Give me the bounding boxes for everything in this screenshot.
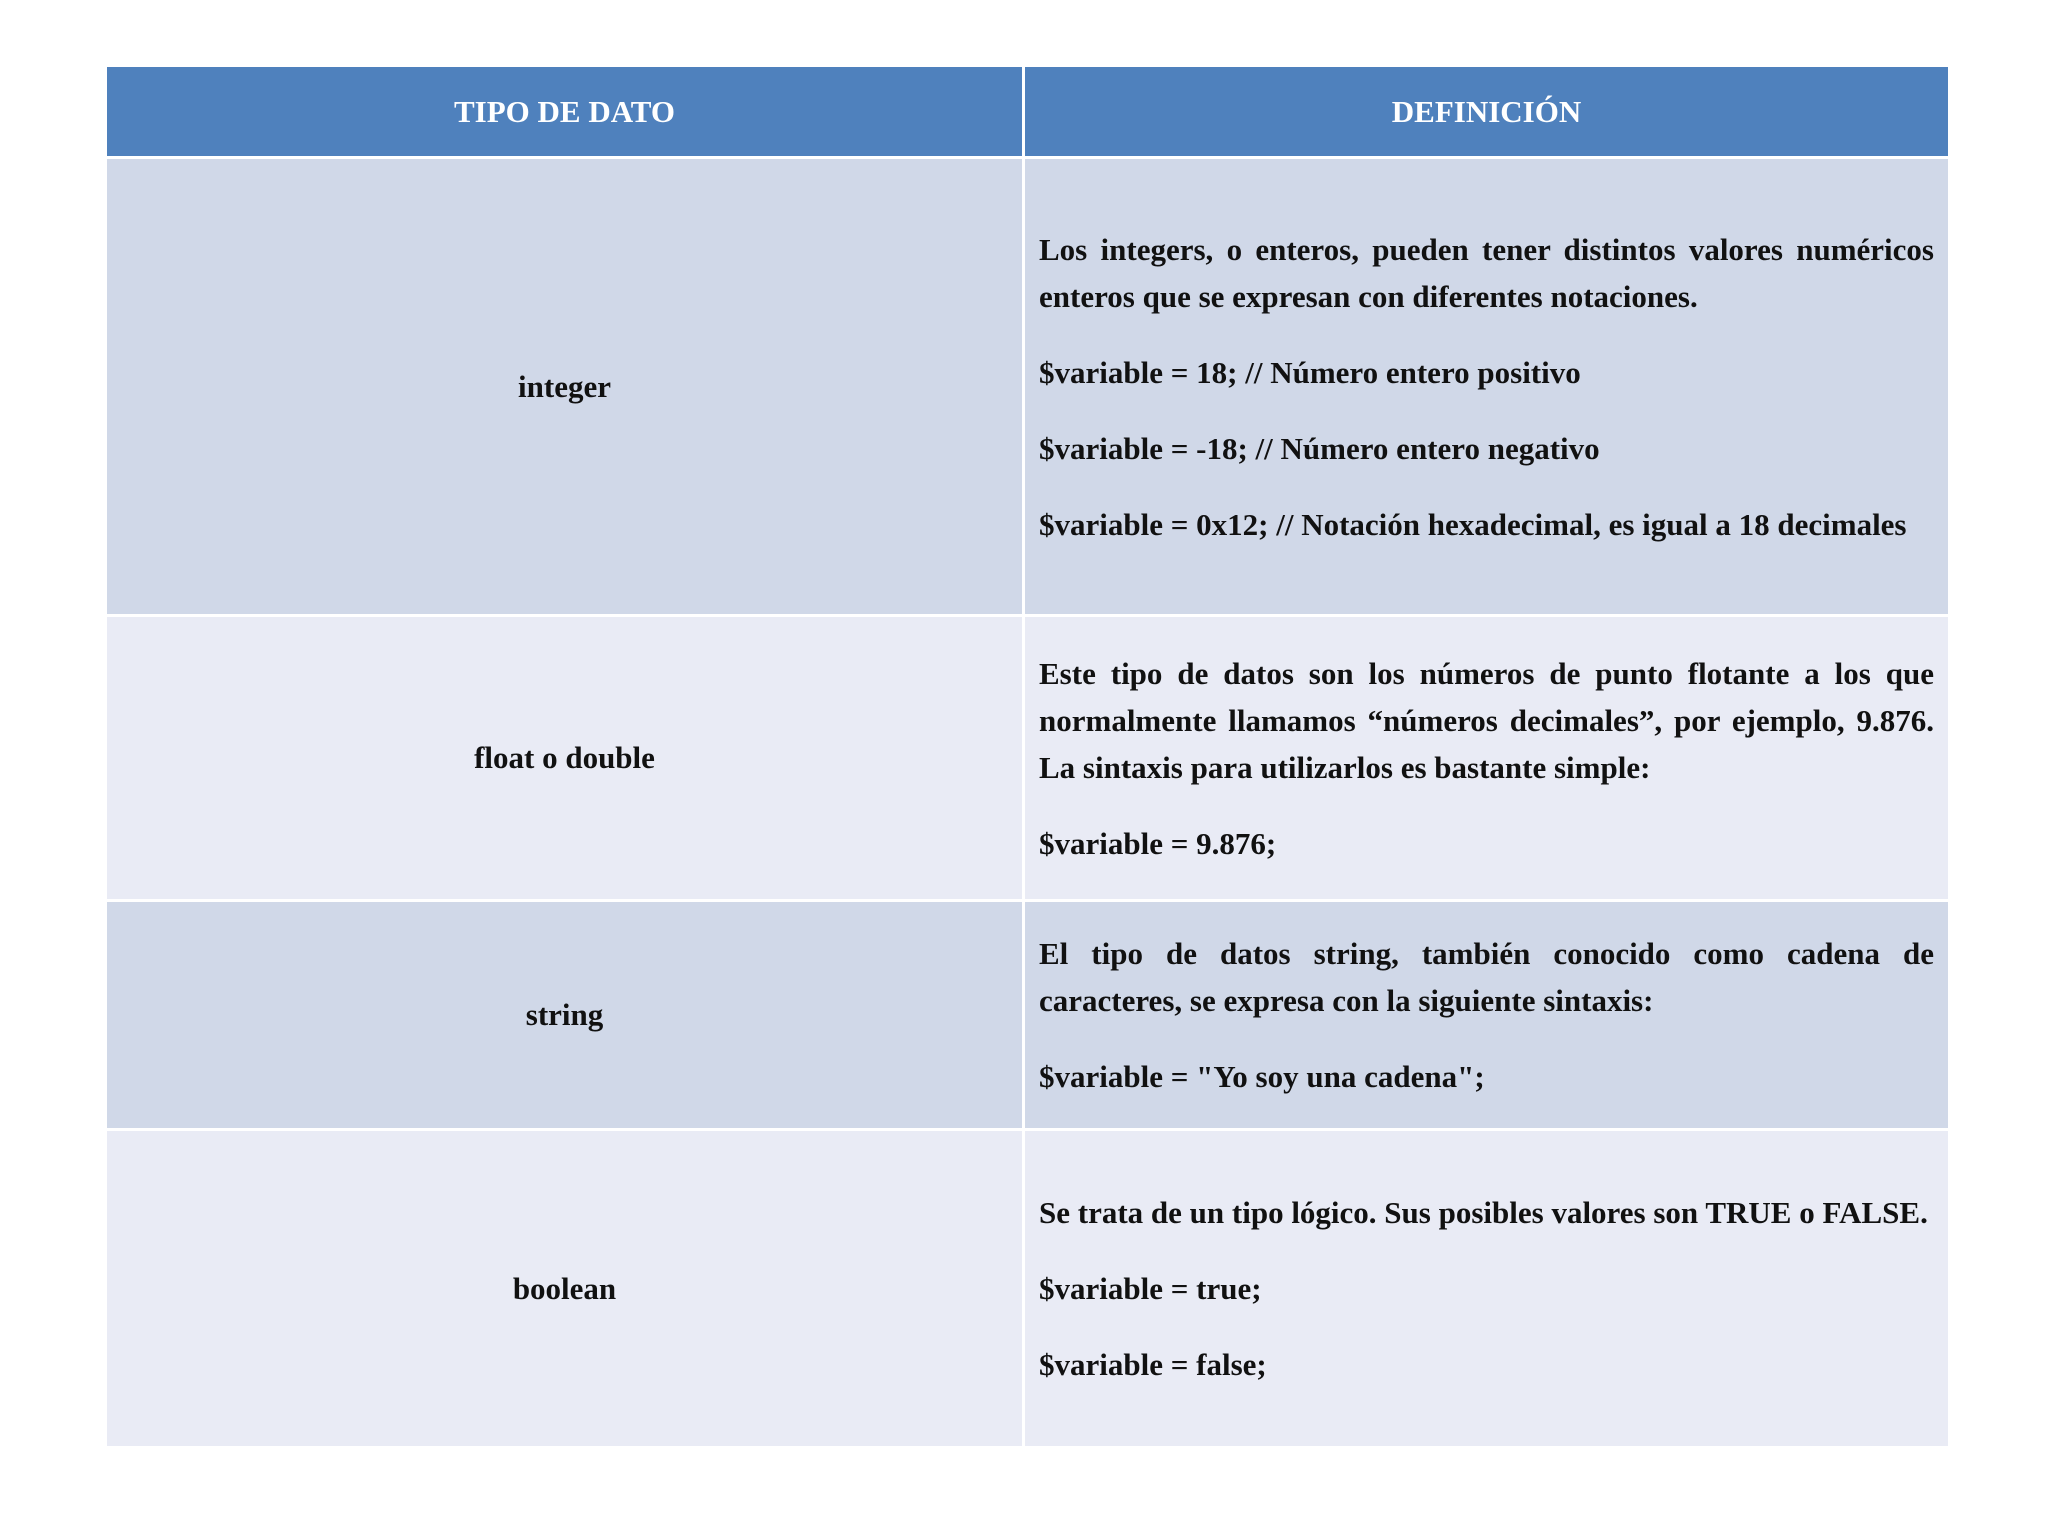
code-example: $variable = -18; // Número entero negativo [1039, 430, 1600, 466]
code-example: $variable = 0x12; // Notación hexadecimal, es igual a 18 decimales [1039, 506, 1907, 542]
code-example: $variable = true; [1039, 1271, 1262, 1306]
table-row-float [106, 616, 1950, 901]
definition-text: Los integers, o enteros, pueden tener distintos valores numéricos enteros que se expresan con diferentes notaciones. [1039, 231, 1934, 314]
definition-cell [1024, 158, 1950, 616]
type-cell: float o double [106, 616, 1024, 901]
header-tipo-de-dato: TIPO DE DATO [106, 66, 1024, 158]
definition-text: El tipo de datos string, también conocido como cadena de caracteres, se expresa con la siguiente sintaxis: [1039, 936, 1934, 1018]
code-example: $variable = 9.876; [1039, 825, 1277, 861]
definition-cell [1024, 1130, 1950, 1448]
type-cell: boolean [106, 1130, 1024, 1448]
data-types-table [104, 64, 1951, 1449]
type-cell: integer [106, 158, 1024, 616]
definition-text: Este tipo de datos son los números de punto flotante a los que normalmente llamamos “números decimales”, por ejemplo, 9.876. La sintaxis para utilizarlos es bastante simple: [1039, 655, 1934, 785]
table-row-integer [106, 158, 1950, 616]
definition-text: Se trata de un tipo lógico. Sus posibles valores son TRUE o FALSE. [1039, 1195, 1928, 1230]
table-row-boolean [106, 1130, 1950, 1448]
header-definicion: DEFINICIÓN [1024, 66, 1950, 158]
definition-cell [1024, 901, 1950, 1130]
table-row-string [106, 901, 1950, 1130]
definition-cell [1024, 616, 1950, 901]
code-example: $variable = "Yo soy una cadena"; [1039, 1059, 1485, 1094]
type-cell: string [106, 901, 1024, 1130]
code-example: $variable = false; [1039, 1347, 1267, 1382]
code-example: $variable = 18; // Número entero positivo [1039, 354, 1581, 390]
table-header-row [106, 66, 1950, 158]
